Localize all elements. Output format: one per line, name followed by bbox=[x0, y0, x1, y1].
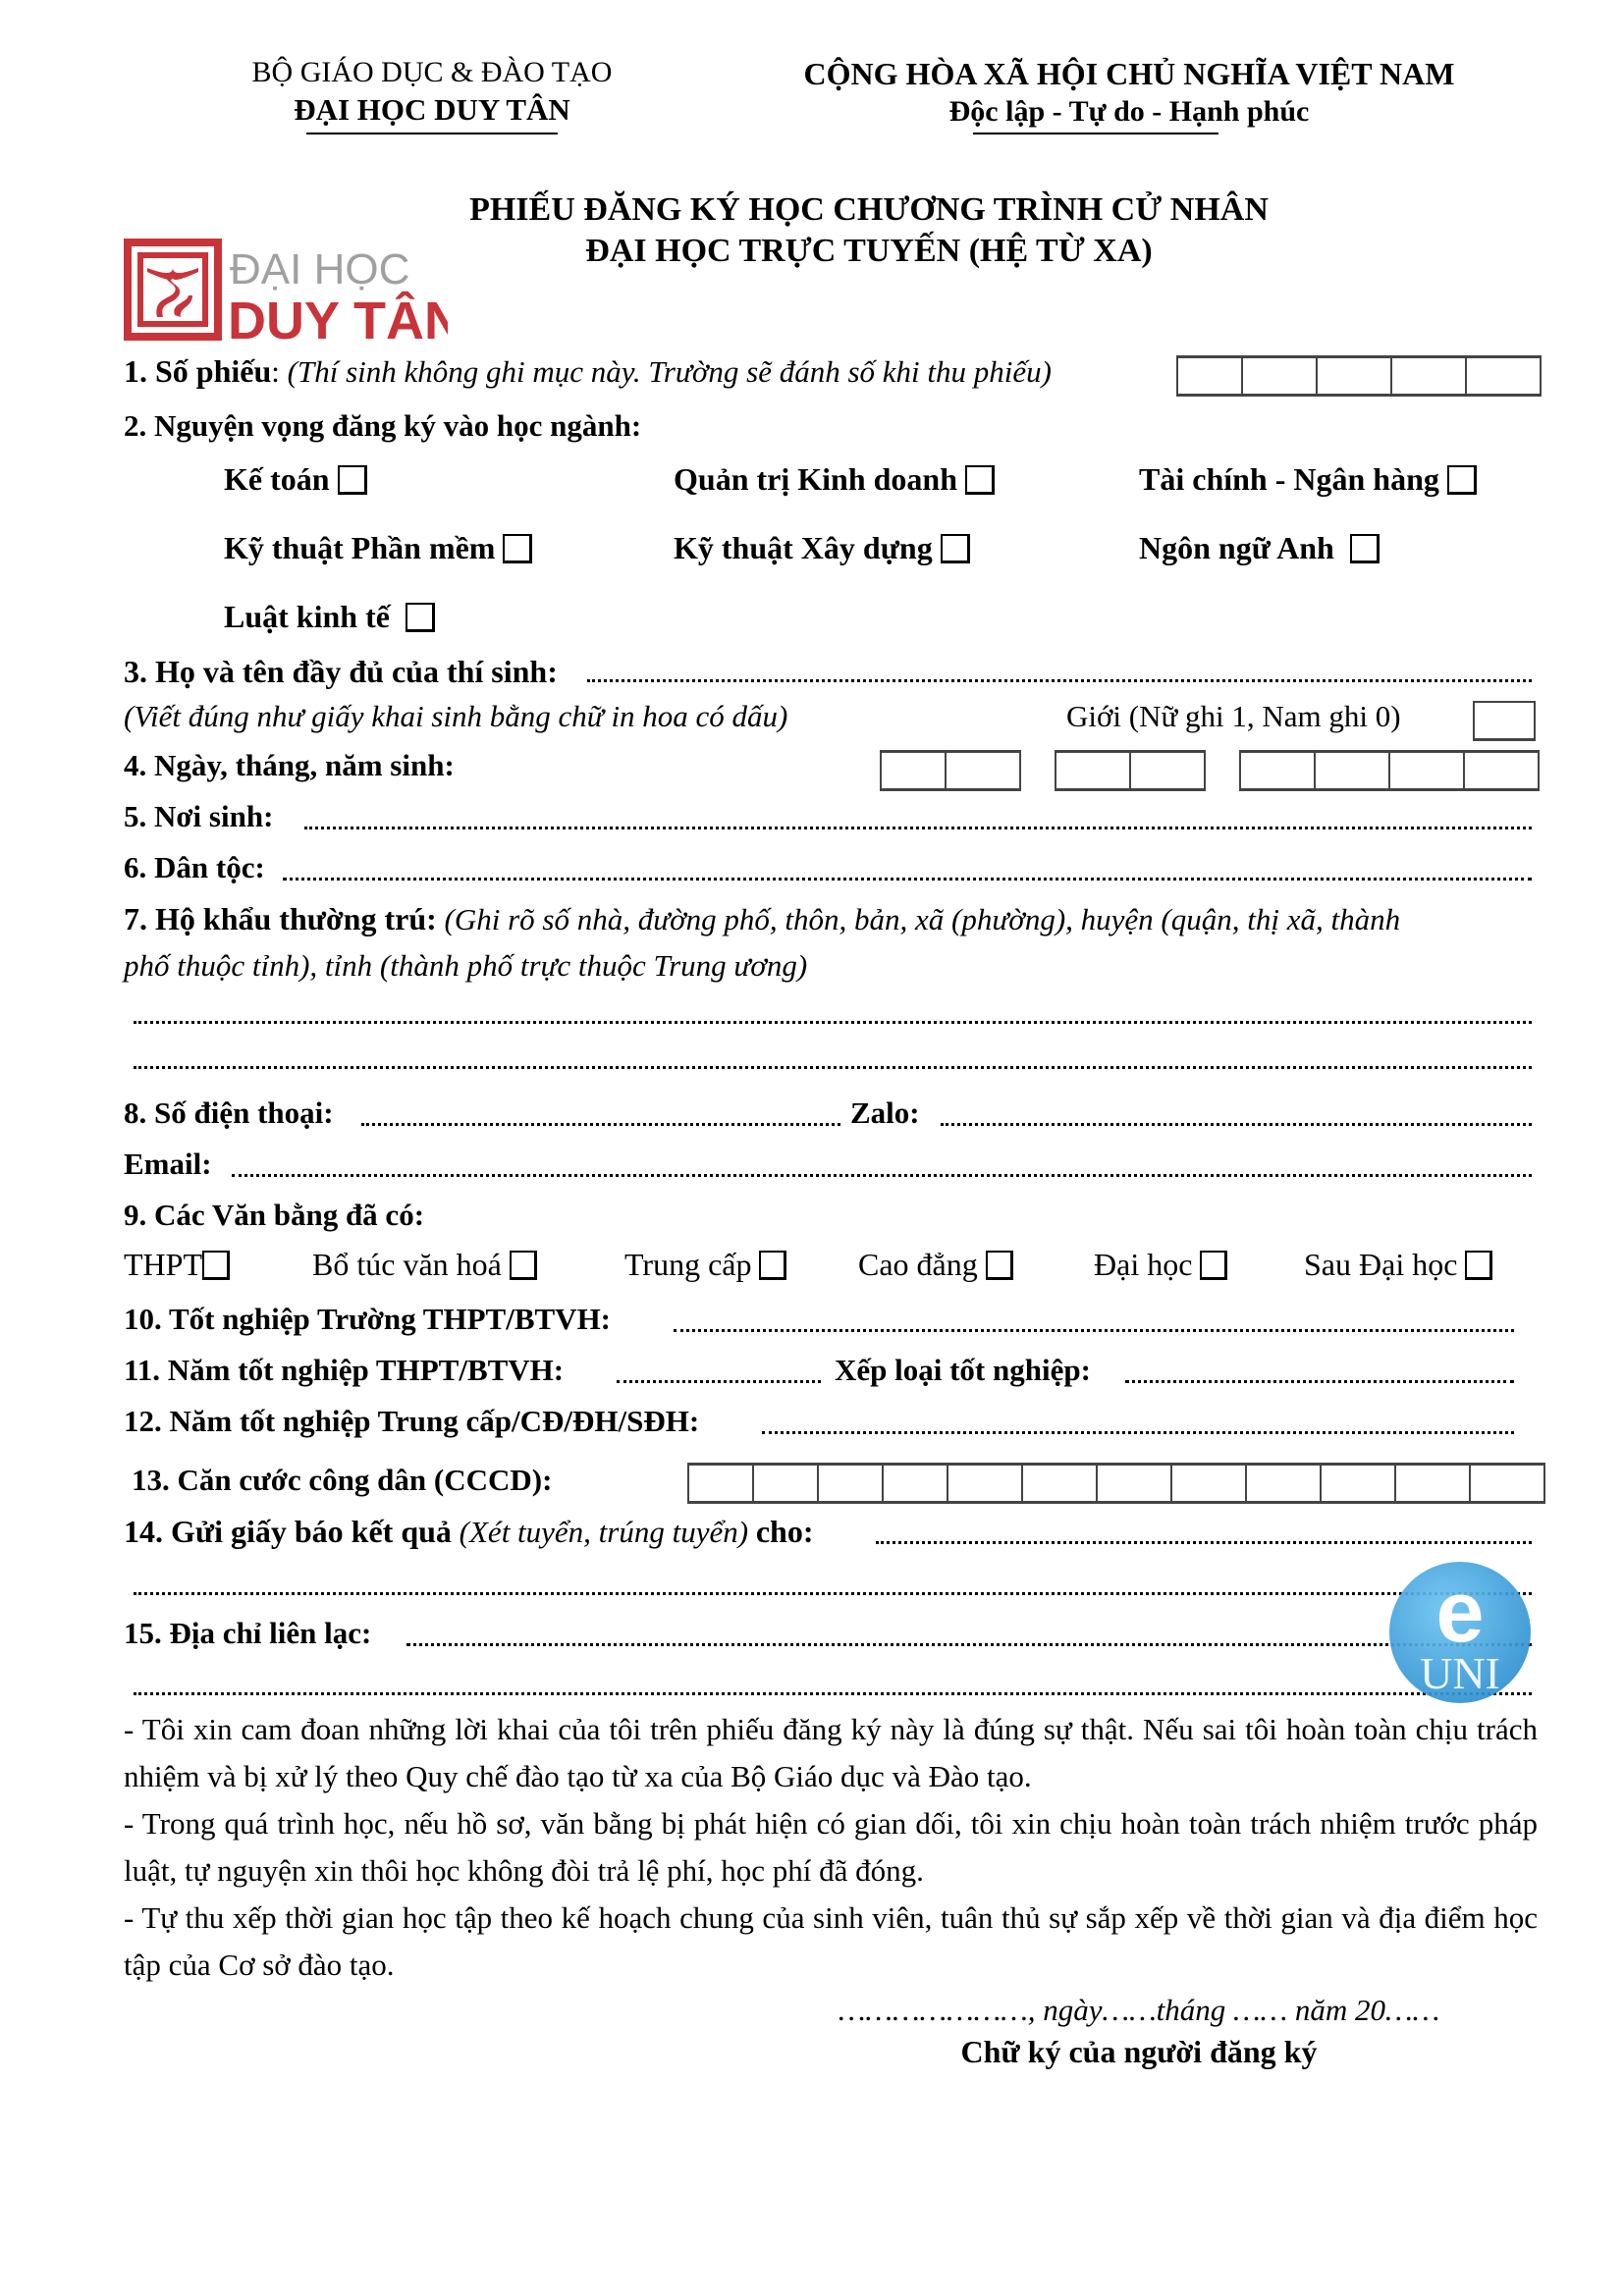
checkbox[interactable] bbox=[202, 1251, 230, 1280]
field-result-notice: 14. Gửi giấy báo kết quả (Xét tuyển, trúng tuyển) cho: bbox=[124, 1514, 814, 1549]
phone-input[interactable] bbox=[361, 1095, 840, 1126]
full-name-note: (Viết đúng như giấy khai sinh bằng chữ in hoa có dấu) bbox=[124, 699, 788, 733]
checkbox[interactable] bbox=[338, 465, 367, 495]
citizen-id-boxes[interactable] bbox=[687, 1463, 1545, 1504]
declaration-2: - Trong quá trình học, nếu hồ sơ, văn bằng bị phát hiện có gian dối, tôi xin chịu hoàn toàn trách nhiệm trước pháp luật, tự nguyện xin thôi học không đòi trả lệ phí, học phí đã đóng. bbox=[124, 1806, 1538, 1888]
logo-text-line1: ĐẠI HỌC bbox=[230, 245, 410, 294]
nation-motto: Độc lập - Tự do - Hạnh phúc bbox=[948, 95, 1310, 128]
degrees-label: 9. Các Văn bằng đã có: bbox=[124, 1198, 425, 1232]
birth-day-boxes[interactable] bbox=[880, 750, 1021, 791]
result-notice-label: 14. Gửi giấy báo kết quả bbox=[124, 1514, 452, 1549]
logo-text-line2: DUY TÂN bbox=[228, 292, 448, 345]
high-school-input[interactable] bbox=[674, 1302, 1514, 1332]
declaration-3: - Tự thu xếp thời gian học tập theo kế hoạch chung của sinh viên, tuân thủ sự sắp xếp về thời gian và địa điểm học tập của Cơ sở đào tạo. bbox=[124, 1900, 1538, 1982]
ministry-header bbox=[177, 54, 687, 134]
nation-header bbox=[717, 54, 1542, 134]
euni-letter: e bbox=[1435, 1563, 1485, 1660]
phone-label: 8. Số điện thoại: bbox=[124, 1095, 334, 1130]
form-number-boxes[interactable] bbox=[1176, 355, 1542, 397]
major-option-accounting[interactable]: Kế toán bbox=[224, 459, 367, 499]
zalo-label: Zalo: bbox=[850, 1095, 920, 1130]
field-permanent-residence bbox=[124, 899, 1400, 939]
form-number-note: (Thí sinh không ghi mục này. Trường sẽ đánh số khi thu phiếu) bbox=[287, 354, 1052, 389]
motto-underline bbox=[973, 133, 1218, 134]
signature-label: Chữ ký của người đăng ký bbox=[960, 2034, 1318, 2069]
gender-input-box[interactable] bbox=[1473, 701, 1536, 741]
degree-option-college[interactable]: Cao đẳng bbox=[858, 1245, 1013, 1284]
form-title bbox=[295, 189, 1443, 272]
grad-grade-input[interactable] bbox=[1125, 1353, 1514, 1383]
full-name-input[interactable] bbox=[587, 652, 1532, 682]
degree-option-intermediate[interactable]: Trung cấp bbox=[624, 1245, 786, 1284]
full-name-label: 3. Họ và tên đầy đủ của thí sinh: bbox=[124, 654, 558, 689]
form-title-line1: PHIẾU ĐĂNG KÝ HỌC CHƯƠNG TRÌNH CỬ NHÂN bbox=[469, 191, 1269, 228]
field-form-number: 1. Số phiếu: (Thí sinh không ghi mục này. Trường sẽ đánh số khi thu phiếu) bbox=[124, 353, 1052, 389]
major-option-economic-law[interactable]: Luật kinh tế bbox=[224, 597, 435, 636]
result-notice-input[interactable] bbox=[876, 1514, 1532, 1544]
high-school-label: 10. Tốt nghiệp Trường THPT/BTVH: bbox=[124, 1302, 611, 1336]
contact-address-input-line-2[interactable] bbox=[134, 1692, 1532, 1695]
checkbox[interactable] bbox=[503, 534, 532, 563]
degree-option-university[interactable]: Đại học bbox=[1094, 1245, 1227, 1284]
checkbox[interactable] bbox=[1465, 1251, 1492, 1280]
major-option-civil-engineering[interactable]: Kỹ thuật Xây dựng bbox=[674, 528, 970, 567]
residence-input-line-2[interactable] bbox=[134, 1066, 1532, 1069]
residence-input-line-1[interactable] bbox=[134, 1021, 1532, 1024]
checkbox[interactable] bbox=[986, 1251, 1013, 1280]
ethnicity-label: 6. Dân tộc: bbox=[124, 850, 265, 884]
duy-tan-logo bbox=[124, 239, 448, 345]
higher-grad-year-input[interactable] bbox=[762, 1404, 1514, 1434]
major-option-software-engineering[interactable]: Kỹ thuật Phần mềm bbox=[224, 528, 532, 567]
residence-label: 7. Hộ khẩu thường trú: bbox=[124, 901, 437, 936]
checkbox[interactable] bbox=[1447, 465, 1477, 495]
result-notice-note: (Xét tuyển, trúng tuyển) bbox=[459, 1515, 749, 1549]
email-input[interactable] bbox=[232, 1147, 1532, 1177]
result-notice-input-line-2[interactable] bbox=[134, 1592, 1532, 1595]
nation-name: CỘNG HÒA XÃ HỘI CHỦ NGHĨA VIỆT NAM bbox=[803, 56, 1455, 91]
checkbox[interactable] bbox=[941, 534, 970, 563]
degree-option-thpt[interactable]: THPT bbox=[124, 1245, 230, 1284]
ministry-name: BỘ GIÁO DỤC & ĐÀO TẠO bbox=[251, 56, 613, 88]
euni-text: UNI bbox=[1420, 1648, 1500, 1698]
checkbox[interactable] bbox=[965, 465, 995, 495]
birth-year-boxes[interactable] bbox=[1239, 750, 1540, 791]
zalo-input[interactable] bbox=[941, 1095, 1532, 1126]
hs-grad-year-label: 11. Năm tốt nghiệp THPT/BTVH: bbox=[124, 1353, 565, 1387]
university-logo-icon bbox=[124, 239, 448, 345]
hs-grad-year-input[interactable] bbox=[617, 1353, 821, 1383]
email-label: Email: bbox=[124, 1147, 212, 1181]
birth-place-label: 5. Nơi sinh: bbox=[124, 799, 274, 833]
university-name: ĐẠI HỌC DUY TÂN bbox=[294, 92, 570, 127]
checkbox[interactable] bbox=[510, 1251, 537, 1280]
contact-address-input[interactable] bbox=[406, 1616, 1532, 1646]
higher-grad-year-label: 12. Năm tốt nghiệp Trung cấp/CĐ/ĐH/SĐH: bbox=[124, 1404, 700, 1438]
ethnicity-input[interactable] bbox=[283, 850, 1532, 881]
header-underline bbox=[306, 133, 558, 134]
major-option-finance-banking[interactable]: Tài chính - Ngân hàng bbox=[1139, 459, 1477, 499]
birth-month-boxes[interactable] bbox=[1055, 750, 1206, 791]
euni-logo-icon bbox=[1386, 1559, 1534, 1706]
contact-address-label: 15. Địa chỉ liên lạc: bbox=[124, 1616, 372, 1650]
field-full-name bbox=[124, 652, 558, 692]
form-title-line2: ĐẠI HỌC TRỰC TUYẾN (HỆ TỪ XA) bbox=[585, 233, 1153, 269]
major-option-business-admin[interactable]: Quản trị Kinh doanh bbox=[674, 459, 995, 499]
birth-date-label: 4. Ngày, tháng, năm sinh: bbox=[124, 748, 455, 782]
checkbox[interactable] bbox=[406, 603, 435, 632]
checkbox[interactable] bbox=[759, 1251, 786, 1280]
citizen-id-label: 13. Căn cước công dân (CCCD): bbox=[132, 1463, 553, 1497]
grad-grade-label: Xếp loại tốt nghiệp: bbox=[835, 1353, 1091, 1387]
residence-note-1: (Ghi rõ số nhà, đường phố, thôn, bản, xã (phường), huyện (quận, thị xã, thành bbox=[444, 902, 1401, 936]
euni-watermark bbox=[1386, 1559, 1534, 1706]
form-number-label: 1. Số phiếu bbox=[124, 353, 272, 389]
gender-label: Giới (Nữ ghi 1, Nam ghi 0) bbox=[1066, 699, 1401, 733]
residence-note-2: phố thuộc tỉnh), tỉnh (thành phố trực thuộc Trung ương) bbox=[124, 948, 808, 983]
major-option-english[interactable]: Ngôn ngữ Anh bbox=[1139, 528, 1380, 567]
signature-date-line: …………………, ngày……tháng …… năm 20…… bbox=[838, 1993, 1440, 2027]
birth-place-input[interactable] bbox=[304, 799, 1532, 829]
checkbox[interactable] bbox=[1200, 1251, 1227, 1280]
major-section-label: 2. Nguyện vọng đăng ký vào học ngành: bbox=[124, 408, 642, 443]
declaration-1: - Tôi xin cam đoan những lời khai của tôi trên phiếu đăng ký này là đúng sự thật. Nếu sai tôi hoàn toàn chịu trách nhiệm và bị xử lý theo Quy chế đào tạo từ xa của Bộ Giáo dục và Đào tạo. bbox=[124, 1712, 1538, 1793]
degree-option-supplementary[interactable]: Bổ túc văn hoá bbox=[312, 1245, 537, 1284]
degree-option-postgraduate[interactable]: Sau Đại học bbox=[1304, 1245, 1492, 1284]
checkbox[interactable] bbox=[1350, 534, 1380, 563]
